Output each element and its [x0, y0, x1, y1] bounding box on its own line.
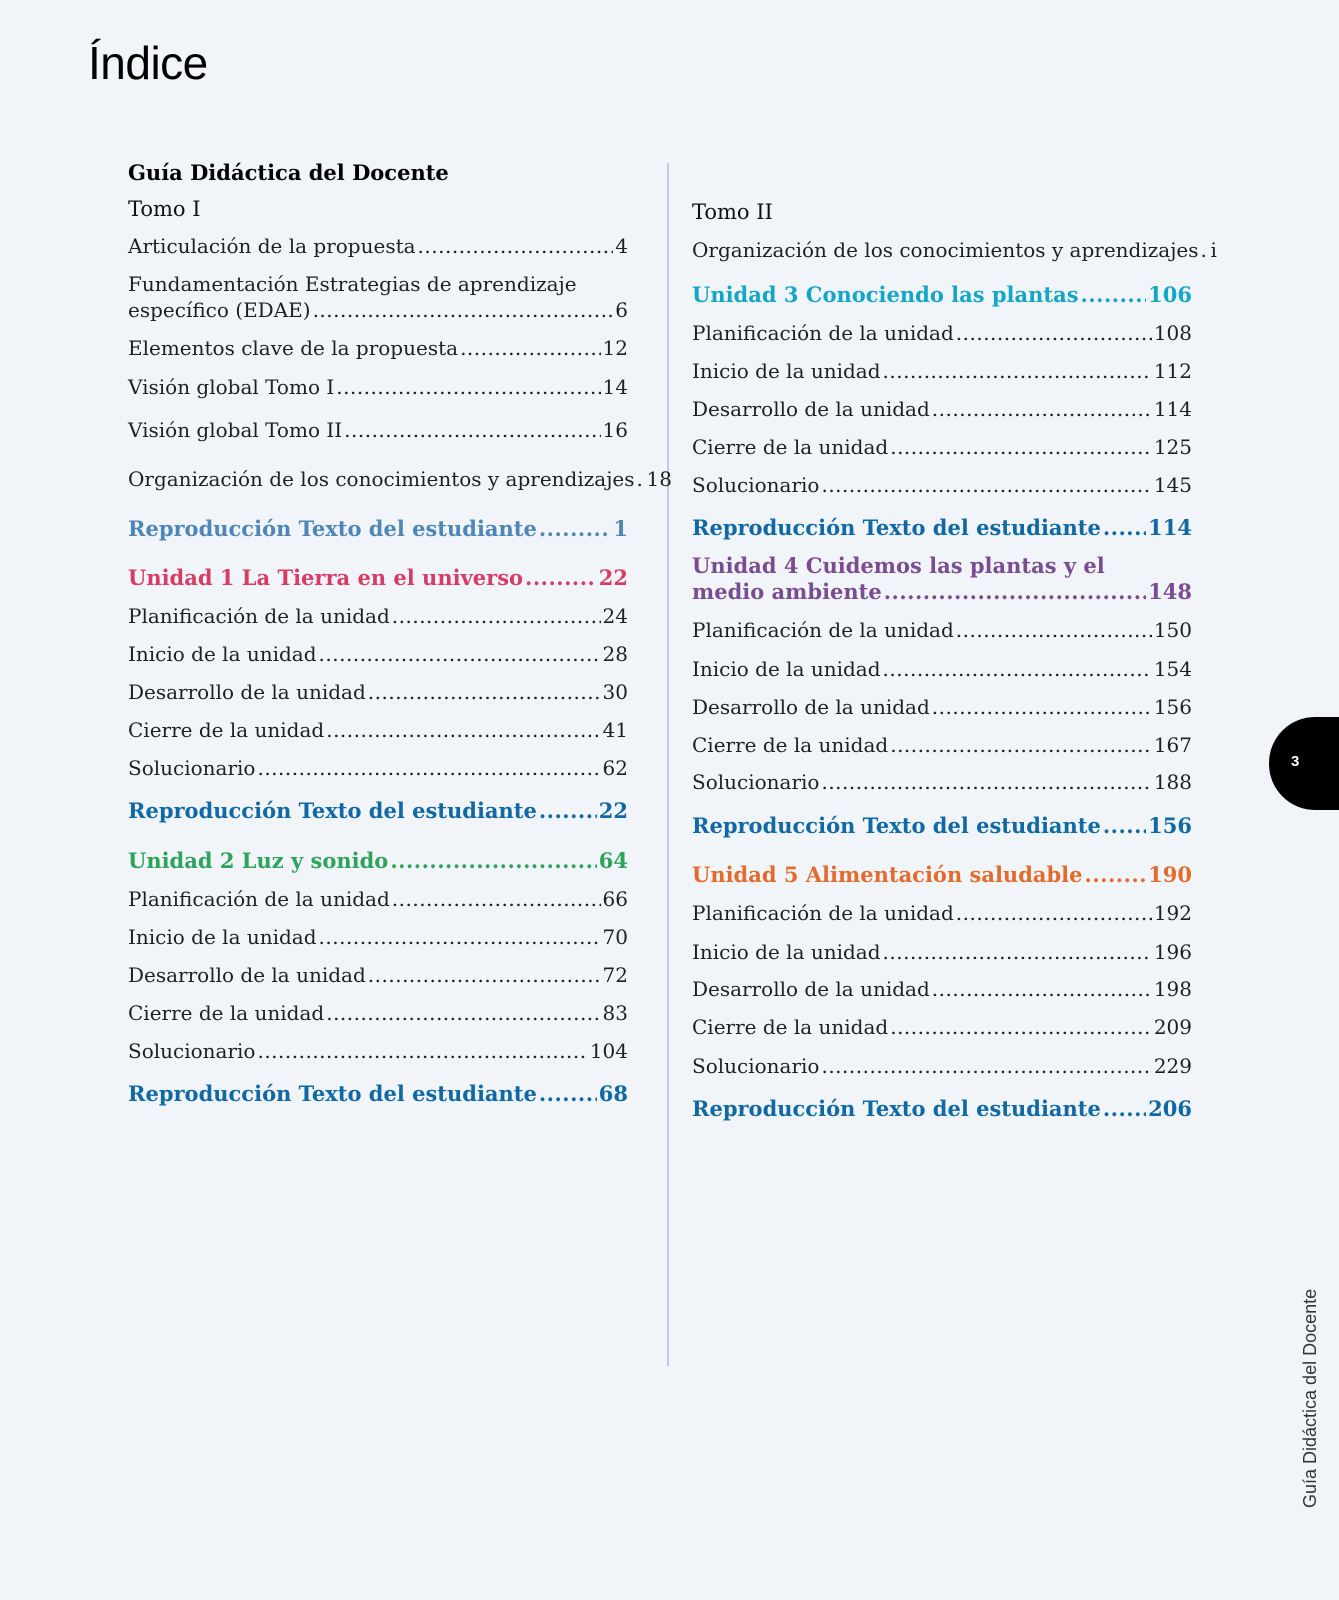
toc-entry[interactable] [128, 233, 628, 259]
toc-entry[interactable] [128, 717, 628, 743]
toc-entry-title: Desarrollo de la unidad [692, 695, 930, 719]
toc-entry-title: Unidad 3 Conociendo las plantas [692, 282, 1079, 307]
toc-entry-page: 114 [1153, 397, 1192, 421]
toc-entry[interactable] [692, 434, 1192, 460]
toc-entry-title: Cierre de la unidad [128, 1001, 325, 1025]
toc-entry-page: 148 [1148, 579, 1192, 604]
toc-entry-title: Fundamentación Estrategias de aprendizaje [128, 272, 577, 296]
toc-entry-title: Reproducción Texto del estudiante [128, 798, 537, 823]
toc-leader [637, 466, 645, 492]
toc-entry-title: Planificación de la unidad [692, 901, 954, 925]
toc-leader [257, 1038, 587, 1064]
toc-entry[interactable] [128, 679, 628, 705]
toc-entry-page: 112 [1153, 359, 1192, 383]
toc-entry-title: Organización de los conocimientos y aprendizajes [692, 238, 1199, 262]
toc-entry-title: Planificación de la unidad [692, 618, 954, 642]
toc-entry-title: Articulación de la propuesta [128, 234, 416, 258]
toc-entry-page: 145 [1153, 473, 1192, 497]
toc-leader [257, 755, 600, 781]
toc-entry-page: 209 [1153, 1015, 1192, 1039]
toc-entry-page: 114 [1148, 515, 1192, 540]
toc-leader [368, 679, 601, 705]
toc-entry-title-cont: específico (EDAE) [128, 298, 311, 322]
toc-entry[interactable] [692, 320, 1192, 346]
toc-leader [1103, 813, 1146, 839]
toc-leader [821, 1053, 1151, 1079]
toc-entry-unidad-3[interactable] [692, 282, 1192, 308]
toc-entry-title: Desarrollo de la unidad [128, 963, 366, 987]
toc-entry[interactable] [128, 1038, 628, 1064]
toc-entry-page: 68 [598, 1081, 628, 1106]
toc-entry-title: Planificación de la unidad [128, 887, 390, 911]
toc-entry-title-cont: medio ambiente [692, 579, 882, 604]
toc-entry-page: 192 [1153, 901, 1192, 925]
toc-leader [390, 848, 596, 874]
toc-entry[interactable] [128, 755, 628, 781]
toc-entry[interactable] [692, 1014, 1192, 1040]
toc-entry[interactable] [128, 335, 628, 361]
toc-leader [525, 565, 597, 591]
toc-entry-title: Solucionario [128, 1039, 256, 1063]
toc-entry-title: Desarrollo de la unidad [692, 397, 930, 421]
toc-entry-page: 206 [1148, 1096, 1192, 1121]
toc-leader [539, 516, 612, 542]
toc-entry-title: Planificación de la unidad [128, 604, 390, 628]
toc-entry-title: Inicio de la unidad [692, 940, 881, 964]
toc-leader [344, 417, 600, 443]
toc-entry[interactable] [128, 924, 628, 950]
toc-entry-unidad-1[interactable] [128, 565, 628, 591]
toc-entry[interactable] [692, 472, 1192, 498]
toc-entry-reproduccion[interactable] [692, 515, 1192, 541]
toc-entry-reproduccion[interactable] [692, 1096, 1192, 1122]
toc-entry[interactable] [692, 900, 1192, 926]
toc-entry-page: 30 [602, 680, 628, 704]
toc-entry-title: Inicio de la unidad [692, 359, 881, 383]
toc-entry-reproduccion[interactable] [128, 516, 628, 542]
toc-entry-page: 22 [598, 798, 628, 823]
toc-entry-title: Cierre de la unidad [128, 718, 325, 742]
toc-entry[interactable] [128, 374, 628, 400]
toc-entry[interactable] [692, 769, 1192, 795]
toc-leader [821, 472, 1151, 498]
toc-leader [956, 900, 1152, 926]
toc-entry-title: Unidad 5 Alimentación saludable [692, 862, 1083, 887]
toc-leader [821, 769, 1151, 795]
toc-entry-title: Unidad 2 Luz y sonido [128, 848, 389, 873]
toc-leader [932, 976, 1152, 1002]
toc-entry-page: 66 [602, 887, 628, 911]
toc-entry-page: 41 [602, 718, 628, 742]
toc-entry-title: Unidad 4 Cuidemos las plantas y el [692, 553, 1105, 578]
toc-heading: Guía Didáctica del Docente [128, 160, 449, 185]
toc-entry-page: 196 [1153, 940, 1192, 964]
toc-entry-title: Inicio de la unidad [128, 925, 317, 949]
toc-leader [392, 886, 601, 912]
toc-entry-page: 64 [598, 848, 628, 873]
toc-entry-unidad-4[interactable] [692, 553, 1192, 605]
toc-entry-page: 70 [602, 925, 628, 949]
toc-entry-page: 22 [598, 565, 628, 590]
toc-entry-title: Cierre de la unidad [692, 1015, 889, 1039]
toc-entry-page: 18 [646, 467, 672, 491]
toc-leader [956, 617, 1152, 643]
toc-entry-title: Cierre de la unidad [692, 733, 889, 757]
toc-leader [368, 962, 601, 988]
toc-entry-reproduccion[interactable] [128, 798, 628, 824]
toc-entry[interactable] [692, 976, 1192, 1002]
toc-leader [932, 396, 1152, 422]
toc-entry-page: 198 [1153, 977, 1192, 1001]
toc-entry[interactable] [692, 358, 1192, 384]
toc-leader [932, 694, 1152, 720]
toc-entry-title: Inicio de la unidad [692, 657, 881, 681]
toc-entry-page: 106 [1148, 282, 1192, 307]
toc-leader [313, 297, 614, 323]
toc-leader [418, 233, 614, 259]
toc-entry-title: Reproducción Texto del estudiante [692, 1096, 1101, 1121]
toc-leader [883, 656, 1152, 682]
toc-leader [884, 579, 1146, 605]
toc-entry-title: Cierre de la unidad [692, 435, 889, 459]
toc-entry-page: 62 [602, 756, 628, 780]
toc-entry-title: Solucionario [692, 1054, 820, 1078]
toc-entry-page: 125 [1153, 435, 1192, 459]
toc-entry-page: 14 [602, 375, 628, 399]
toc-entry-page: 156 [1153, 695, 1192, 719]
toc-leader [460, 335, 600, 361]
toc-entry-title: Solucionario [692, 770, 820, 794]
toc-entry-page: 156 [1148, 813, 1192, 838]
side-label: Guía Didáctica del Docente [1300, 1288, 1320, 1508]
toc-entry-title: Reproducción Texto del estudiante [692, 813, 1101, 838]
toc-entry-title: Visión global Tomo II [128, 418, 343, 442]
toc-entry-title: Solucionario [128, 756, 256, 780]
toc-leader [319, 641, 601, 667]
toc-leader [336, 374, 600, 400]
toc-entry[interactable] [692, 237, 1217, 263]
toc-entry-page: 24 [602, 604, 628, 628]
toc-entry-reproduccion[interactable] [128, 1081, 628, 1107]
toc-entry[interactable] [128, 962, 628, 988]
toc-entry-page: 104 [589, 1039, 628, 1063]
toc-leader [1081, 282, 1147, 308]
toc-leader [956, 320, 1152, 346]
toc-entry-page: 150 [1153, 618, 1192, 642]
column-divider [667, 163, 669, 1366]
page-number: 3 [1291, 753, 1300, 770]
toc-leader [890, 732, 1152, 758]
page-number-tab [1269, 717, 1339, 810]
toc-leader [1103, 1096, 1146, 1122]
toc-entry[interactable] [128, 466, 672, 492]
toc-leader [1085, 862, 1147, 888]
toc-entry-title: Planificación de la unidad [692, 321, 954, 345]
toc-entry-page: 6 [615, 298, 628, 322]
toc-entry-page: 188 [1153, 770, 1192, 794]
toc-entry-reproduccion[interactable] [692, 813, 1192, 839]
toc-leader [539, 1081, 597, 1107]
toc-entry-page: 154 [1153, 657, 1192, 681]
toc-entry-page: 28 [602, 642, 628, 666]
toc-entry-page: 83 [602, 1001, 628, 1025]
toc-leader [1201, 237, 1209, 263]
toc-entry-title: Solucionario [692, 473, 820, 497]
page-title: Índice [88, 37, 208, 89]
toc-entry[interactable] [128, 417, 628, 443]
toc-entry-title: Organización de los conocimientos y aprendizajes [128, 467, 635, 491]
toc-leader [890, 1014, 1152, 1040]
toc-leader [890, 434, 1152, 460]
toc-leader [326, 717, 600, 743]
toc-leader [326, 1000, 600, 1026]
toc-entry-title: Visión global Tomo I [128, 375, 335, 399]
toc-entry-page: 72 [602, 963, 628, 987]
toc-entry-page: 1 [613, 516, 628, 541]
toc-leader [319, 924, 601, 950]
tomo-label: Tomo I [128, 197, 201, 221]
toc-entry[interactable] [692, 656, 1192, 682]
toc-entry[interactable] [692, 1053, 1192, 1079]
toc-entry-title: Elementos clave de la propuesta [128, 336, 459, 360]
toc-entry[interactable] [128, 271, 628, 323]
toc-entry[interactable] [128, 641, 628, 667]
toc-entry-page: 4 [615, 234, 628, 258]
toc-entry-page: i [1210, 238, 1217, 262]
toc-entry-unidad-5[interactable] [692, 862, 1192, 888]
tomo-label: Tomo II [692, 200, 773, 224]
toc-entry[interactable] [692, 939, 1192, 965]
toc-entry-title: Inicio de la unidad [128, 642, 317, 666]
toc-entry-unidad-2[interactable] [128, 848, 628, 874]
toc-entry-title: Reproducción Texto del estudiante [128, 1081, 537, 1106]
toc-entry[interactable] [128, 603, 628, 629]
toc-leader [883, 358, 1152, 384]
toc-entry-page: 16 [602, 418, 628, 442]
toc-entry-title: Desarrollo de la unidad [692, 977, 930, 1001]
toc-entry-title: Desarrollo de la unidad [128, 680, 366, 704]
toc-entry-page: 190 [1148, 862, 1192, 887]
toc-entry-page: 108 [1153, 321, 1192, 345]
toc-entry[interactable] [692, 617, 1192, 643]
toc-entry[interactable] [692, 732, 1192, 758]
toc-entry[interactable] [692, 396, 1192, 422]
toc-leader [539, 798, 597, 824]
toc-entry-page: 229 [1153, 1054, 1192, 1078]
toc-entry[interactable] [692, 694, 1192, 720]
toc-leader [883, 939, 1152, 965]
toc-entry-title: Unidad 1 La Tierra en el universo [128, 565, 524, 590]
toc-entry-page: 12 [602, 336, 628, 360]
toc-entry[interactable] [128, 1000, 628, 1026]
toc-entry-title: Reproducción Texto del estudiante [128, 516, 537, 541]
toc-entry-title: Reproducción Texto del estudiante [692, 515, 1101, 540]
toc-entry[interactable] [128, 886, 628, 912]
toc-entry-page: 167 [1153, 733, 1192, 757]
toc-leader [1103, 515, 1146, 541]
toc-leader [392, 603, 601, 629]
